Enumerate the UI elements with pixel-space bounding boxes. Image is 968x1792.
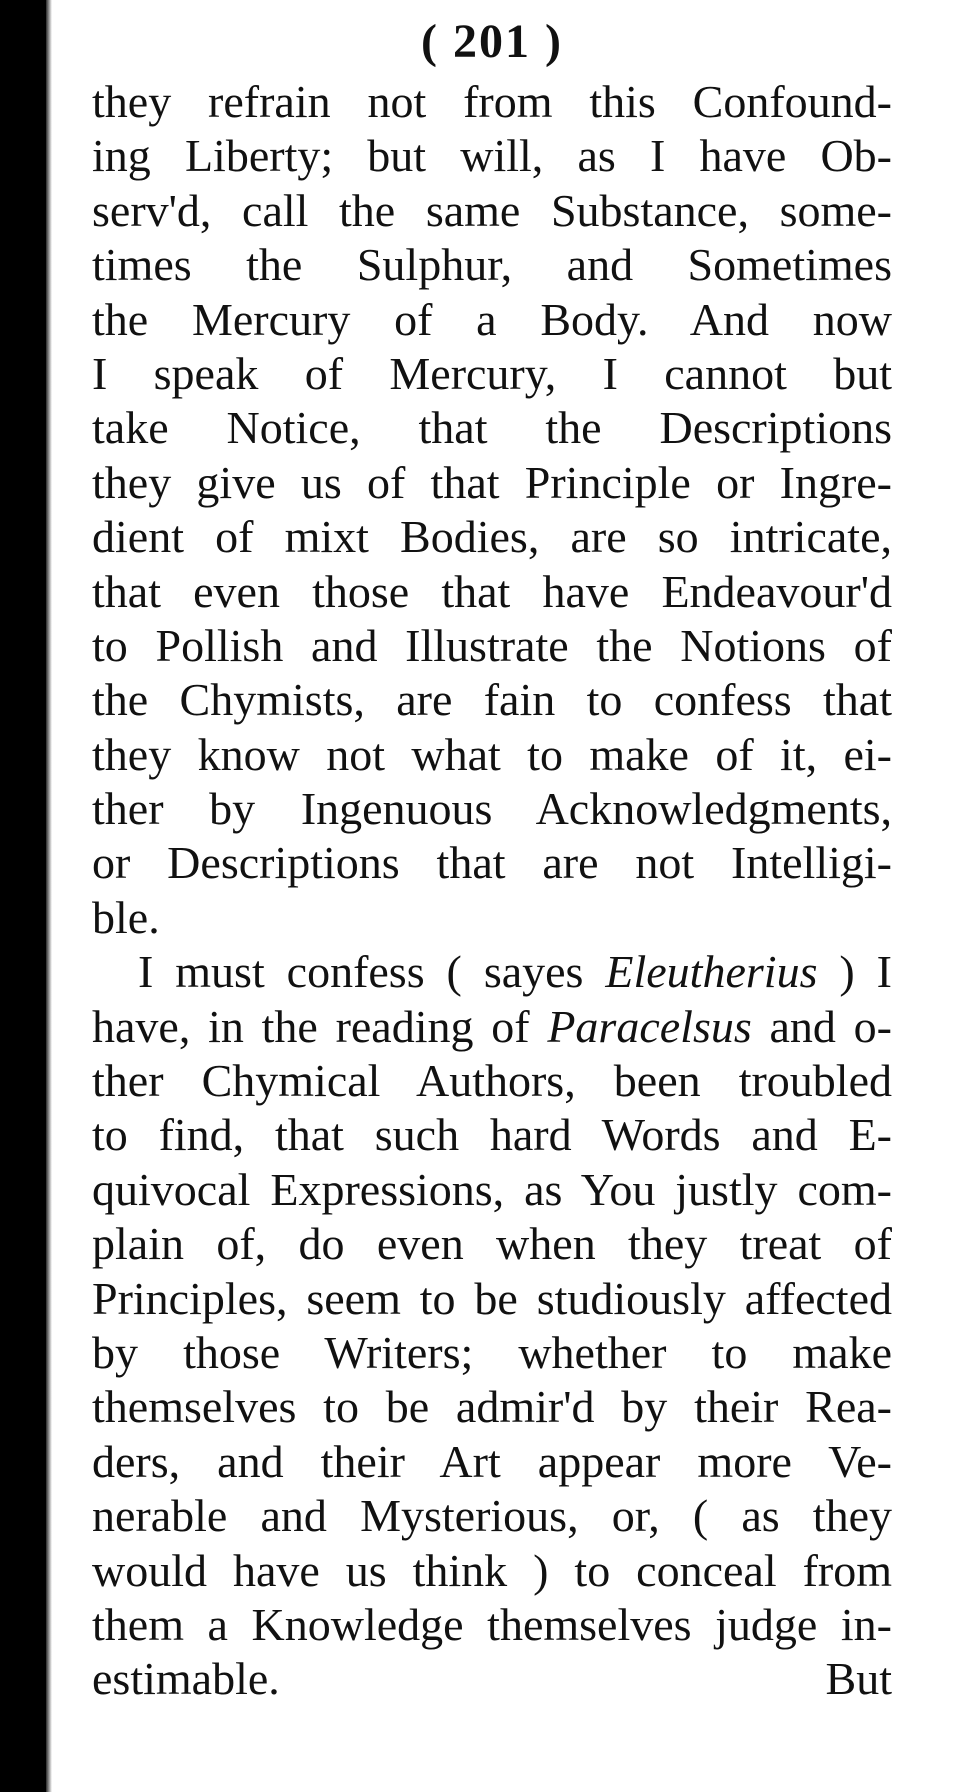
- text-line: Principles, seem to be studiously affected: [92, 1272, 892, 1324]
- text-segment: ) I: [817, 946, 892, 998]
- text-segment: I must confess ( sayes: [138, 946, 606, 998]
- text-segment: and o-: [751, 1000, 892, 1052]
- text-line: I speak of Mercury, I cannot but: [92, 347, 892, 399]
- book-spine-shadow: [0, 0, 46, 1792]
- text-line: take Notice, that the Descriptions: [92, 402, 892, 454]
- spine-edge-gradient: [46, 0, 52, 1792]
- text-line-paragraph-start: [92, 945, 892, 999]
- text-line: that even those that have Endeavour'd: [92, 565, 892, 617]
- text-line: plain of, do even when they treat of: [92, 1218, 892, 1270]
- speaker-name: Eleutherius: [605, 946, 818, 998]
- text-segment: have, in the reading of: [92, 1000, 548, 1052]
- text-line: ther by Ingenuous Acknowledgments,: [92, 783, 892, 835]
- text-line-final: [92, 1652, 892, 1706]
- text-line: nerable and Mysterious, or, ( as they: [92, 1490, 892, 1542]
- text-line: quivocal Expressions, as You justly com-: [92, 1163, 892, 1215]
- text-line: or Descriptions that are not Intelligi-: [92, 837, 892, 889]
- text-line: would have us think ) to conceal from: [92, 1544, 892, 1596]
- text-line: to find, that such hard Words and E-: [92, 1109, 892, 1161]
- text-segment: estimable.: [92, 1653, 280, 1705]
- text-line: them a Knowledge themselves judge in-: [92, 1598, 892, 1650]
- text-line: ders, and their Art appear more Ve-: [92, 1435, 892, 1487]
- text-line: ing Liberty; but will, as I have Ob-: [92, 130, 892, 182]
- text-line: the Mercury of a Body. And now: [92, 293, 892, 345]
- text-line: they give us of that Principle or Ingre-: [92, 456, 892, 508]
- text-line: they know not what to make of it, ei-: [92, 728, 892, 780]
- body-text: [92, 75, 892, 1707]
- page-number: ( 201 ): [421, 15, 563, 68]
- author-name: Paracelsus: [547, 1000, 752, 1052]
- text-line: the Chymists, are fain to confess that: [92, 674, 892, 726]
- text-line: by those Writers; whether to make: [92, 1326, 892, 1378]
- text-line: themselves to be admir'd by their Rea-: [92, 1381, 892, 1433]
- text-line: they refrain not from this Confound-: [92, 76, 892, 127]
- text-line: dient of mixt Bodies, are so intricate,: [92, 511, 892, 563]
- book-page: [92, 0, 892, 1792]
- text-line: ther Chymical Authors, been troubled: [92, 1055, 892, 1107]
- text-line: to Pollish and Illustrate the Notions of: [92, 619, 892, 671]
- text-line: [92, 1000, 892, 1054]
- text-line: serv'd, call the same Substance, some-: [92, 184, 892, 236]
- catchword: But: [825, 1653, 892, 1705]
- text-line: times the Sulphur, and Sometimes: [92, 239, 892, 291]
- text-line: ble.: [92, 891, 160, 943]
